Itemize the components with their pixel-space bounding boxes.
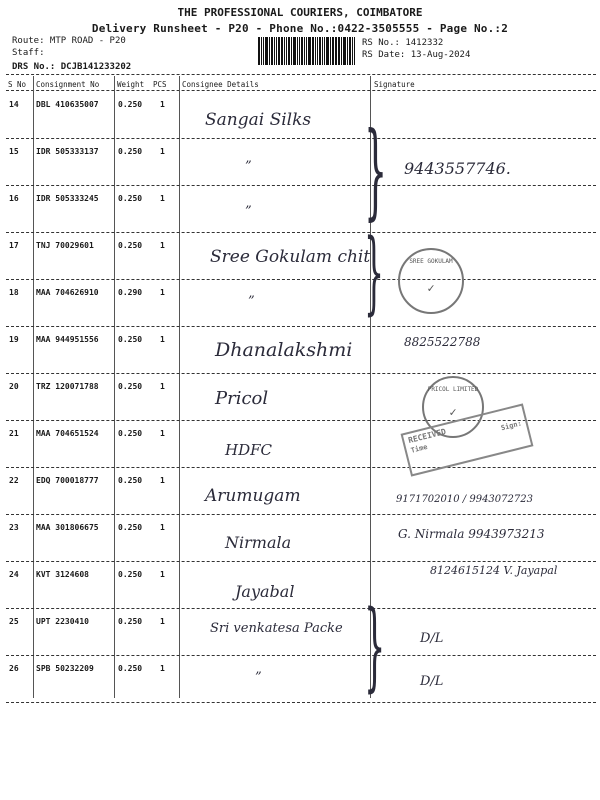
received-stamp: RECEIVED Time Sign: bbox=[401, 403, 534, 476]
serial-number: 26 bbox=[9, 664, 19, 673]
consignment-number: DBL 410635007 bbox=[36, 100, 99, 109]
row-divider bbox=[6, 514, 596, 515]
column-header-pcs: PCS bbox=[153, 80, 167, 89]
consignee-handwritten-name: Jayabal bbox=[235, 582, 295, 601]
consignee-handwritten-name: ” bbox=[248, 294, 255, 309]
weight: 0.250 bbox=[118, 335, 143, 344]
weight: 0.250 bbox=[118, 147, 143, 156]
serial-number: 16 bbox=[9, 194, 19, 203]
row-divider bbox=[6, 279, 596, 280]
consignment-number: TRZ 120071788 bbox=[36, 382, 99, 391]
column-header-signature: Signature bbox=[374, 80, 415, 89]
weight: 0.250 bbox=[118, 664, 143, 673]
drs-number: DRS No.: DCJB141233202 bbox=[12, 62, 132, 72]
pieces: 1 bbox=[160, 147, 165, 156]
weight: 0.250 bbox=[118, 617, 143, 626]
pieces: 1 bbox=[160, 100, 165, 109]
weight: 0.250 bbox=[118, 429, 143, 438]
consignment-number: MAA 704651524 bbox=[36, 429, 99, 438]
consignee-handwritten-name: HDFC bbox=[225, 441, 272, 459]
weight: 0.250 bbox=[118, 100, 143, 109]
brace-mark: } bbox=[364, 220, 385, 325]
consignment-number: MAA 944951556 bbox=[36, 335, 99, 344]
pieces: 1 bbox=[160, 335, 165, 344]
consignee-handwritten-name: ” bbox=[245, 159, 252, 174]
row-divider bbox=[6, 232, 596, 233]
consignment-number: MAA 301806675 bbox=[36, 523, 99, 532]
consignment-number: UPT 2230410 bbox=[36, 617, 89, 626]
serial-number: 15 bbox=[9, 147, 19, 156]
pieces: 1 bbox=[160, 382, 165, 391]
consignment-number: EDQ 700018777 bbox=[36, 476, 99, 485]
brace-mark: } bbox=[364, 109, 388, 231]
serial-number: 14 bbox=[9, 100, 19, 109]
column-header-weight: Weight bbox=[117, 80, 145, 89]
signature-handwriting: 9443557746. bbox=[404, 159, 511, 178]
pieces: 1 bbox=[160, 476, 165, 485]
consignment-number: IDR 505333137 bbox=[36, 147, 99, 156]
signature-handwriting: 8825522788 bbox=[404, 335, 481, 349]
consignee-handwritten-name: Dhanalakshmi bbox=[215, 339, 353, 361]
consignee-handwritten-name: Sree Gokulam chit bbox=[210, 247, 371, 267]
signature-handwriting: D/L bbox=[420, 631, 444, 646]
row-divider bbox=[6, 467, 596, 468]
column-header-divider bbox=[6, 90, 596, 91]
runsheet-subtitle: Delivery Runsheet - P20 - Phone No.:0422-3505555 - Page No.:2 bbox=[91, 22, 509, 35]
column-divider bbox=[33, 76, 34, 698]
pieces: 1 bbox=[160, 523, 165, 532]
row-divider bbox=[6, 702, 596, 703]
column-header-consignee: Consignee Details bbox=[182, 80, 259, 89]
signature-handwriting: D/L bbox=[420, 674, 444, 689]
pieces: 1 bbox=[160, 288, 165, 297]
company-seal-stamp: SREE GOKULAM ✓ bbox=[398, 248, 464, 314]
column-header-consignment: Consignment No bbox=[36, 80, 100, 89]
consignee-handwritten-name: ” bbox=[255, 670, 262, 685]
consignee-handwritten-name: Sangai Silks bbox=[205, 110, 312, 130]
serial-number: 18 bbox=[9, 288, 19, 297]
staff-label: Staff: bbox=[12, 48, 45, 58]
signature-handwriting: 9171702010 / 9943072723 bbox=[396, 494, 533, 505]
serial-number: 25 bbox=[9, 617, 19, 626]
signature-handwriting: 8124615124 V. Jayapal bbox=[430, 564, 558, 577]
pieces: 1 bbox=[160, 664, 165, 673]
consignment-number: TNJ 70029601 bbox=[36, 241, 94, 250]
rs-date: RS Date: 13-Aug-2024 bbox=[362, 50, 471, 60]
column-divider bbox=[179, 76, 180, 698]
weight: 0.250 bbox=[118, 523, 143, 532]
consignment-number: SPB 50232209 bbox=[36, 664, 94, 673]
serial-number: 22 bbox=[9, 476, 19, 485]
weight: 0.290 bbox=[118, 288, 143, 297]
consignment-number: IDR 505333245 bbox=[36, 194, 99, 203]
serial-number: 17 bbox=[9, 241, 19, 250]
serial-number: 21 bbox=[9, 429, 19, 438]
row-divider bbox=[6, 373, 596, 374]
column-divider bbox=[114, 76, 115, 698]
serial-number: 20 bbox=[9, 382, 19, 391]
pieces: 1 bbox=[160, 570, 165, 579]
row-divider bbox=[6, 185, 596, 186]
row-divider bbox=[6, 608, 596, 609]
row-divider bbox=[6, 326, 596, 327]
consignee-handwritten-name: ” bbox=[245, 204, 252, 219]
consignment-number: KVT 3124608 bbox=[36, 570, 89, 579]
pieces: 1 bbox=[160, 194, 165, 203]
row-divider bbox=[6, 138, 596, 139]
consignee-handwritten-name: Sri venkatesa Packe bbox=[210, 621, 343, 636]
serial-number: 24 bbox=[9, 570, 19, 579]
consignee-handwritten-name: Arumugam bbox=[205, 486, 301, 506]
row-divider bbox=[6, 561, 596, 562]
weight: 0.250 bbox=[118, 382, 143, 391]
signature-handwriting: G. Nirmala 9943973213 bbox=[398, 527, 545, 541]
barcode bbox=[258, 37, 356, 65]
route-label: Route: MTP ROAD - P20 bbox=[12, 36, 126, 46]
weight: 0.250 bbox=[118, 570, 143, 579]
company-title: THE PROFESSIONAL COURIERS, COIMBATORE bbox=[177, 6, 423, 19]
column-header-sno: S No bbox=[8, 80, 27, 89]
serial-number: 19 bbox=[9, 335, 19, 344]
row-divider bbox=[6, 655, 596, 656]
brace-mark: } bbox=[364, 590, 386, 702]
pieces: 1 bbox=[160, 429, 165, 438]
consignee-handwritten-name: Pricol bbox=[215, 388, 269, 409]
consignee-handwritten-name: Nirmala bbox=[225, 533, 292, 552]
rs-number: RS No.: 1412332 bbox=[362, 38, 444, 48]
company-seal-stamp: PRICOL LIMITED ✓ bbox=[422, 376, 484, 438]
weight: 0.250 bbox=[118, 476, 143, 485]
header-divider bbox=[6, 74, 596, 75]
pieces: 1 bbox=[160, 617, 165, 626]
pieces: 1 bbox=[160, 241, 165, 250]
serial-number: 23 bbox=[9, 523, 19, 532]
consignment-number: MAA 704626910 bbox=[36, 288, 99, 297]
weight: 0.250 bbox=[118, 241, 143, 250]
weight: 0.250 bbox=[118, 194, 143, 203]
